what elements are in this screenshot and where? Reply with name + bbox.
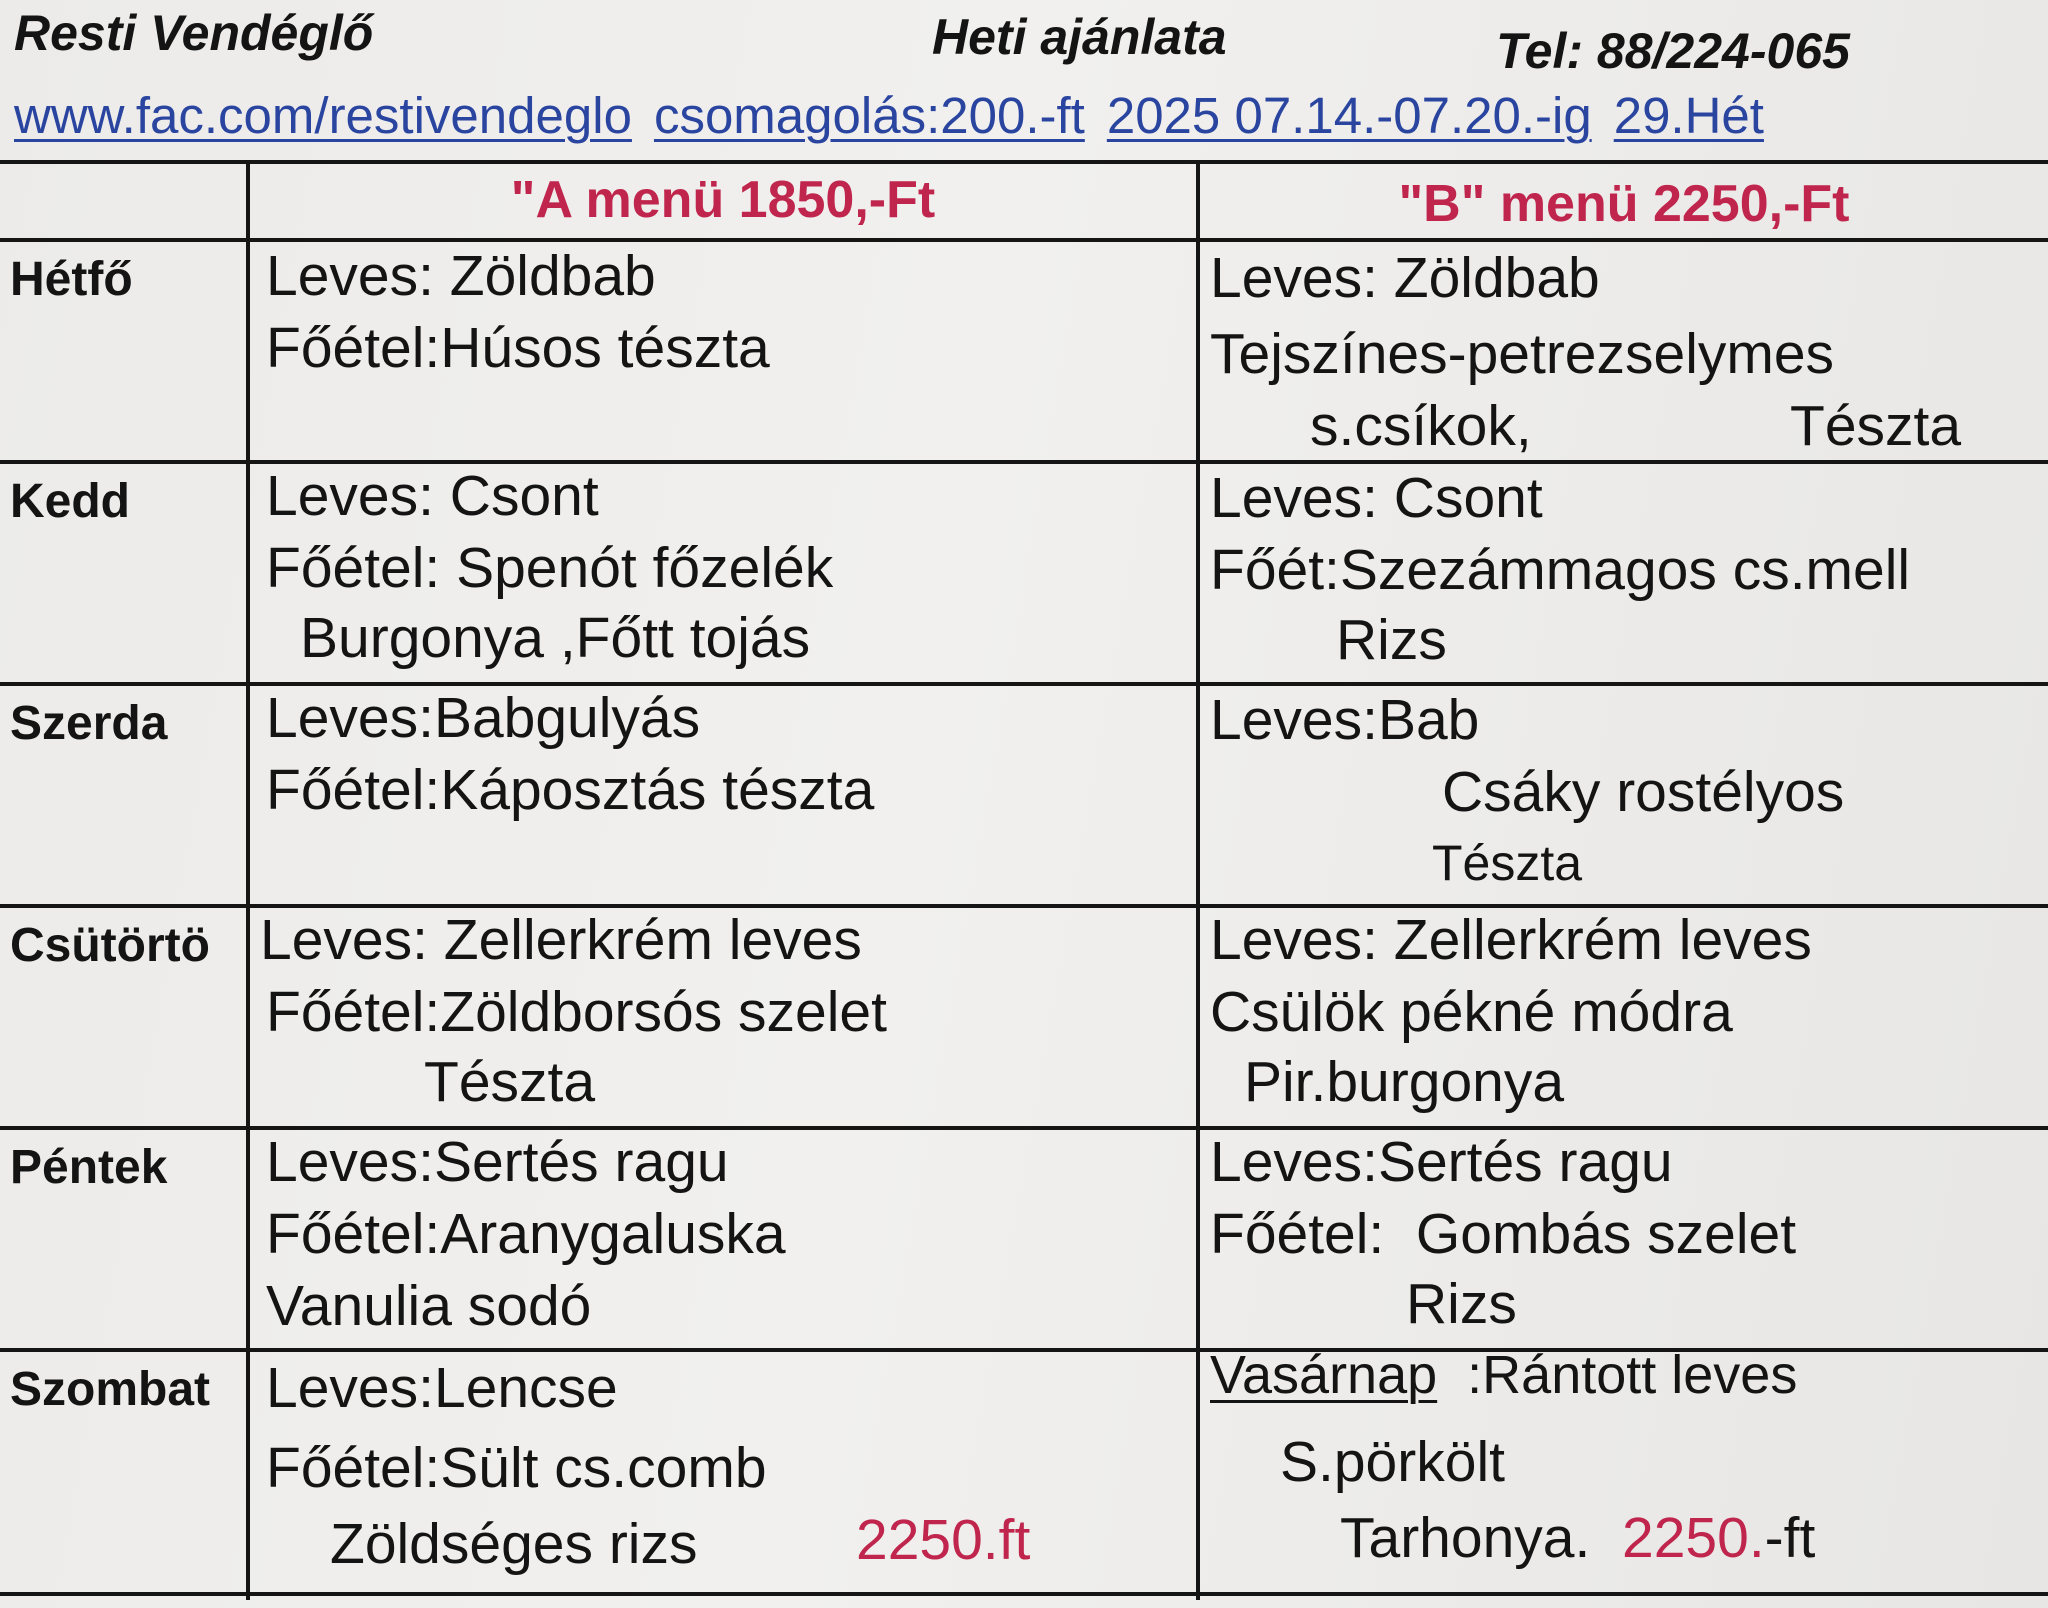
dish-line: Csáky rostélyos (1442, 760, 1845, 824)
saturday-price: 2250.ft (856, 1508, 1031, 1572)
info-line (14, 87, 1764, 144)
dish-line: Leves: Zöldbab (266, 244, 656, 308)
dish-line: Leves: Zellerkrém leves (260, 908, 862, 972)
day-label: Szombat (10, 1363, 211, 1416)
dish-line: Tészta (1790, 394, 1962, 458)
day-label: Péntek (10, 1141, 168, 1194)
day-label: Kedd (10, 475, 130, 528)
dish-line: Tarhonya. (1340, 1506, 1591, 1570)
menu-b-cell (1200, 1130, 2048, 1348)
sunday-final-line (1340, 1506, 1816, 1570)
menu-a-cell (250, 686, 1196, 904)
dish-line: Leves:Lencse (266, 1356, 618, 1420)
dish-line: Főétel:Aranygaluska (266, 1202, 786, 1266)
day-label: Szerda (10, 697, 168, 750)
menu-a-header: "A menü 1850,-Ft (510, 171, 936, 229)
dish-line: Főétel: Spenót főzelék (266, 536, 834, 600)
dish-line: Vanulia sodó (266, 1274, 592, 1338)
weekly-offer-title: Heti ajánlata (932, 9, 1227, 65)
menu-b-cell (1200, 908, 2048, 1126)
dish-line: Főétel:Káposztás tészta (266, 758, 875, 822)
dish-line: Rizs (1336, 608, 1447, 672)
sunday-label: Vasárnap (1210, 1352, 1438, 1405)
website-link[interactable]: www.fac.com/restivendeglo (14, 87, 632, 144)
sunday-soup: :Rántott leves (1467, 1352, 1798, 1405)
dish-line: Leves:Babgulyás (266, 686, 701, 750)
menu-a-cell (250, 464, 1196, 682)
dish-line: Leves: Csont (1210, 466, 1543, 530)
menu-a-cell (250, 1352, 1196, 1596)
dish-line: Tészta (1432, 835, 1583, 891)
menu-b-cell (1200, 464, 2048, 682)
sunday-price-suffix: -ft (1764, 1506, 1816, 1570)
dish-line: Tejszínes-petrezselymes (1210, 322, 1835, 386)
day-label: Hétfő (10, 253, 133, 306)
dish-line: Leves: Zöldbab (1210, 246, 1600, 310)
dish-line: Zöldséges rizs (330, 1512, 698, 1576)
menu-b-header: "B" menü 2250,-Ft (1398, 175, 1850, 233)
dish-line: S.pörkölt (1280, 1430, 1505, 1494)
dish-line: Burgonya ,Főtt tojás (300, 606, 811, 670)
phone-number: Tel: 88/224-065 (1496, 23, 1850, 79)
date-range: 2025 07.14.-07.20.-ig (1106, 87, 1592, 144)
dish-line: Főétel: Gombás szelet (1210, 1202, 1797, 1266)
dish-line: Főétel:Zöldborsós szelet (266, 980, 887, 1044)
dish-line: Csülök pékné módra (1210, 980, 1733, 1044)
restaurant-name: Resti Vendéglő (14, 5, 374, 61)
dish-line: Főét:Szezámmagos cs.mell (1210, 538, 1911, 602)
dish-line: Leves: Zellerkrém leves (1210, 908, 1812, 972)
dish-line: Rizs (1406, 1272, 1517, 1336)
dish-line: Pir.burgonya (1244, 1050, 1565, 1114)
sunday-price: 2250. (1622, 1506, 1765, 1570)
dish-line: Leves:Bab (1210, 688, 1480, 752)
dish-line: Leves:Sertés ragu (1210, 1130, 1673, 1194)
dish-line: Főétel:Sült cs.comb (266, 1436, 767, 1500)
packaging-fee: csomagolás:200.-ft (653, 87, 1085, 144)
sunday-dish-line (1210, 1352, 1798, 1405)
dish-line: Főétel:Húsos tészta (266, 316, 770, 380)
menu-a-cell (250, 1130, 1196, 1348)
menu-b-cell (1200, 1352, 2048, 1596)
dish-line: Leves: Csont (266, 464, 599, 528)
menu-b-cell (1200, 242, 2048, 460)
day-label: Csütörtö (10, 919, 210, 972)
dish-line: s.csíkok, (1310, 394, 1532, 458)
menu-b-cell (1200, 686, 2048, 904)
week-number: 29.Hét (1613, 87, 1764, 144)
weekly-menu-table (0, 160, 2048, 1596)
menu-a-cell (250, 242, 1196, 460)
dish-line: Leves:Sertés ragu (266, 1130, 729, 1194)
dish-line: Tészta (424, 1050, 596, 1114)
menu-a-cell (250, 908, 1196, 1126)
